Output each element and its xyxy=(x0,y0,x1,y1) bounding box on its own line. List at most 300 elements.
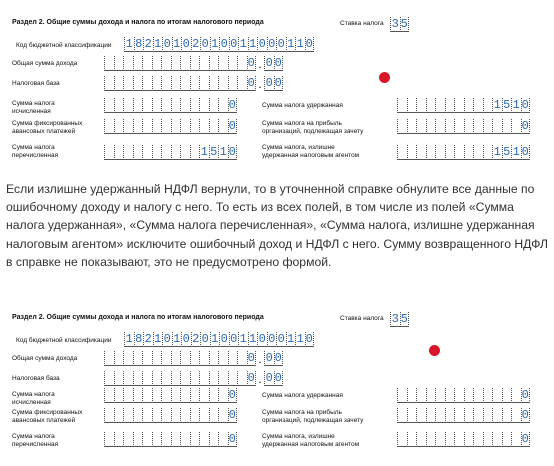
digit-cell xyxy=(133,351,143,366)
digit-cell xyxy=(218,432,228,447)
fixed-advance-cells xyxy=(104,408,237,423)
digit-cell xyxy=(171,371,181,386)
digit-cell xyxy=(218,351,228,366)
tax-calculated-cells xyxy=(104,388,237,403)
form-title: Раздел 2. Общие суммы дохода и налога по итогам налогового периода xyxy=(12,19,264,26)
digit-cell xyxy=(445,119,455,134)
digit-cell xyxy=(142,145,152,160)
digit-cell xyxy=(114,408,124,423)
digit-cell xyxy=(416,388,426,403)
digit-cell: 0 xyxy=(305,37,313,51)
digit-cell xyxy=(473,98,483,113)
tax-withheld-cells xyxy=(397,98,530,113)
digit-cell xyxy=(464,145,474,160)
digit-cell: 0 xyxy=(163,332,171,346)
digit-cell: 0 xyxy=(277,332,285,346)
digit-cell xyxy=(407,408,417,423)
digit-cell xyxy=(142,408,152,423)
digit-cell xyxy=(492,408,502,423)
digit-cell xyxy=(511,119,521,134)
digit-cell: 1 xyxy=(211,332,219,346)
digit-cell xyxy=(228,351,238,366)
digit-cell xyxy=(152,351,162,366)
rate-cells xyxy=(390,17,409,32)
tax-transferred-cells xyxy=(104,145,237,160)
digit-cell xyxy=(416,408,426,423)
excess-withheld-label: Сумма налога, излишне удержанная налоговым агентом xyxy=(262,144,360,159)
tax-withheld-label: Сумма налога удержанная xyxy=(262,102,343,109)
digit-cell: 1 xyxy=(296,332,304,346)
digit-cell: 1 xyxy=(512,145,520,159)
digit-cell: 1 xyxy=(173,37,181,51)
tax-base-label: Налоговая база xyxy=(12,80,60,87)
digit-cell xyxy=(180,145,190,160)
digit-cell: 0 xyxy=(230,37,238,51)
digit-cell xyxy=(445,388,455,403)
digit-cell xyxy=(454,388,464,403)
digit-cell xyxy=(426,119,436,134)
digit-cell: 1 xyxy=(173,332,181,346)
total-income-cells xyxy=(104,351,283,366)
digit-cell xyxy=(171,145,181,160)
digit-cell xyxy=(397,388,407,403)
digit-cell xyxy=(123,408,133,423)
digit-cell xyxy=(171,432,181,447)
digit-cell xyxy=(190,145,200,160)
digit-cell xyxy=(218,98,228,113)
digit-cell: 1 xyxy=(219,145,227,159)
digit-cell xyxy=(209,56,219,71)
digit-cell xyxy=(133,56,143,71)
total-income-label: Общая сумма дохода xyxy=(12,355,78,362)
digit-cell xyxy=(114,56,124,71)
digit-cell: 0 xyxy=(228,408,236,422)
digit-cell xyxy=(397,408,407,423)
digit-cell xyxy=(171,388,181,403)
digit-cell xyxy=(445,408,455,423)
digit-cell: 1 xyxy=(125,332,133,346)
digit-cell xyxy=(218,119,228,134)
digit-cell xyxy=(209,371,219,386)
digit-cell xyxy=(190,371,200,386)
digit-cell xyxy=(161,371,171,386)
total-income-cells xyxy=(104,56,283,71)
digit-cell xyxy=(161,145,171,160)
digit-cell: 1 xyxy=(154,332,162,346)
digit-cell xyxy=(123,119,133,134)
digit-cell: 1 xyxy=(154,37,162,51)
digit-cell xyxy=(171,119,181,134)
digit-cell xyxy=(152,145,162,160)
digit-cell: 0 xyxy=(274,56,282,70)
digit-cell xyxy=(104,371,114,386)
digit-cell xyxy=(199,76,209,91)
digit-cell: 8 xyxy=(135,37,143,51)
digit-cell xyxy=(416,119,426,134)
digit-cell xyxy=(190,408,200,423)
digit-cell: 0 xyxy=(521,408,529,422)
digit-cell: 5 xyxy=(400,312,408,326)
digit-cell: 0 xyxy=(521,119,529,133)
digit-cell: 1 xyxy=(287,37,295,51)
digit-cell xyxy=(161,56,171,71)
digit-cell: 2 xyxy=(144,332,152,346)
decimal-point: . xyxy=(258,352,262,366)
digit-cell xyxy=(114,432,124,447)
digit-cell xyxy=(218,408,228,423)
profit-tax-label: Сумма налога на прибыль организаций, подлежащая зачету xyxy=(262,409,364,424)
digit-cell xyxy=(228,371,238,386)
digit-cell xyxy=(180,388,190,403)
digit-cell xyxy=(407,119,417,134)
digit-cell xyxy=(435,408,445,423)
digit-cell: 1 xyxy=(239,37,247,51)
digit-cell xyxy=(454,98,464,113)
tax-withheld-cells xyxy=(397,388,530,403)
digit-cell xyxy=(237,56,247,71)
digit-cell xyxy=(142,98,152,113)
digit-cell xyxy=(152,371,162,386)
digit-cell xyxy=(190,432,200,447)
digit-cell xyxy=(133,98,143,113)
digit-cell: 0 xyxy=(182,37,190,51)
digit-cell xyxy=(237,371,247,386)
digit-cell xyxy=(104,98,114,113)
digit-cell xyxy=(445,432,455,447)
digit-cell xyxy=(133,408,143,423)
excess-withheld-cells xyxy=(397,145,530,160)
digit-cell xyxy=(152,56,162,71)
digit-cell xyxy=(426,408,436,423)
digit-cell: 0 xyxy=(228,119,236,133)
digit-cell xyxy=(407,145,417,160)
digit-cell xyxy=(209,98,219,113)
digit-cell: 0 xyxy=(521,388,529,402)
profit-tax-cells xyxy=(397,408,530,423)
digit-cell xyxy=(190,351,200,366)
digit-cell xyxy=(190,119,200,134)
digit-cell xyxy=(209,119,219,134)
digit-cell xyxy=(454,145,464,160)
digit-cell xyxy=(171,76,181,91)
digit-cell: 1 xyxy=(249,37,257,51)
digit-cell xyxy=(416,145,426,160)
digit-cell: 0 xyxy=(230,332,238,346)
digit-cell xyxy=(435,432,445,447)
tax-calculated-cells xyxy=(104,98,237,113)
digit-cell: 0 xyxy=(247,76,255,90)
digit-cell xyxy=(133,119,143,134)
digit-cell: 0 xyxy=(305,332,313,346)
digit-cell xyxy=(511,388,521,403)
digit-cell xyxy=(199,56,209,71)
digit-cell xyxy=(483,119,493,134)
decimal-point: . xyxy=(258,372,262,386)
digit-cell: 0 xyxy=(228,388,236,402)
rate-label: Ставка налога xyxy=(340,20,384,27)
digit-cell xyxy=(142,76,152,91)
red-marker-dot xyxy=(379,72,390,83)
digit-cell xyxy=(161,408,171,423)
digit-cell xyxy=(445,98,455,113)
profit-tax-label: Сумма налога на прибыль организаций, подлежащая зачету xyxy=(262,120,364,135)
digit-cell xyxy=(502,408,512,423)
rate-cells xyxy=(390,312,409,327)
digit-cell xyxy=(142,56,152,71)
digit-cell xyxy=(133,388,143,403)
digit-cell xyxy=(190,388,200,403)
digit-cell xyxy=(199,351,209,366)
digit-cell xyxy=(502,119,512,134)
digit-cell xyxy=(454,119,464,134)
digit-cell xyxy=(180,371,190,386)
digit-cell xyxy=(171,98,181,113)
digit-cell xyxy=(161,119,171,134)
rate-label: Ставка налога xyxy=(340,315,384,322)
tax-base-label: Налоговая база xyxy=(12,375,60,382)
digit-cell xyxy=(142,371,152,386)
digit-cell xyxy=(114,119,124,134)
decimal-point: . xyxy=(258,77,262,91)
digit-cell: 3 xyxy=(391,17,399,31)
digit-cell: 0 xyxy=(247,371,255,385)
digit-cell xyxy=(407,432,417,447)
digit-cell xyxy=(104,408,114,423)
digit-cell xyxy=(473,119,483,134)
digit-cell xyxy=(209,388,219,403)
digit-cell xyxy=(133,371,143,386)
digit-cell: 0 xyxy=(274,76,282,90)
digit-cell: 1 xyxy=(239,332,247,346)
digit-cell: 1 xyxy=(296,37,304,51)
digit-cell xyxy=(237,351,247,366)
digit-cell xyxy=(397,432,407,447)
digit-cell xyxy=(454,408,464,423)
digit-cell xyxy=(473,145,483,160)
digit-cell: 0 xyxy=(228,98,236,112)
digit-cell xyxy=(209,351,219,366)
digit-cell xyxy=(228,76,238,91)
digit-cell xyxy=(473,408,483,423)
digit-cell: 0 xyxy=(247,351,255,365)
kbk-label: Код бюджетной классификации xyxy=(16,42,112,49)
digit-cell xyxy=(473,388,483,403)
digit-cell xyxy=(114,98,124,113)
digit-cell: 0 xyxy=(228,145,236,159)
digit-cell: 0 xyxy=(258,332,266,346)
excess-withheld-label: Сумма налога, излишне удержанная налоговым агентом xyxy=(262,433,360,448)
digit-cell xyxy=(142,351,152,366)
digit-cell xyxy=(123,388,133,403)
digit-cell xyxy=(180,98,190,113)
digit-cell: 0 xyxy=(268,332,276,346)
digit-cell xyxy=(180,408,190,423)
digit-cell xyxy=(199,388,209,403)
digit-cell xyxy=(104,119,114,134)
tax-transferred-label: Сумма налога перечисленная xyxy=(12,144,59,159)
digit-cell: 8 xyxy=(135,332,143,346)
digit-cell: 0 xyxy=(274,371,282,385)
kbk-label: Код бюджетной классификации xyxy=(16,337,112,344)
digit-cell: 0 xyxy=(220,332,228,346)
digit-cell: 0 xyxy=(220,37,228,51)
digit-cell: 5 xyxy=(400,17,408,31)
digit-cell xyxy=(435,119,445,134)
digit-cell: 0 xyxy=(182,332,190,346)
digit-cell xyxy=(152,408,162,423)
digit-cell xyxy=(483,408,493,423)
digit-cell xyxy=(464,98,474,113)
digit-cell xyxy=(416,432,426,447)
kbk-cells xyxy=(124,332,314,347)
digit-cell: 0 xyxy=(163,37,171,51)
red-marker-dot xyxy=(429,345,440,356)
digit-cell: 1 xyxy=(287,332,295,346)
digit-cell xyxy=(114,371,124,386)
kbk-cells xyxy=(124,37,314,52)
digit-cell xyxy=(142,119,152,134)
digit-cell xyxy=(104,351,114,366)
digit-cell xyxy=(133,432,143,447)
digit-cell xyxy=(483,432,493,447)
digit-cell: 5 xyxy=(210,145,218,159)
ndfl-section-2-form-zeroed xyxy=(0,295,554,465)
digit-cell xyxy=(397,98,407,113)
digit-cell xyxy=(152,76,162,91)
digit-cell xyxy=(426,432,436,447)
digit-cell xyxy=(483,145,493,160)
digit-cell xyxy=(152,119,162,134)
digit-cell xyxy=(435,388,445,403)
digit-cell xyxy=(180,432,190,447)
digit-cell xyxy=(426,145,436,160)
digit-cell: 0 xyxy=(201,332,209,346)
digit-cell xyxy=(152,432,162,447)
digit-cell xyxy=(511,408,521,423)
digit-cell: 2 xyxy=(192,332,200,346)
digit-cell xyxy=(104,432,114,447)
tax-withheld-label: Сумма налога удержанная xyxy=(262,392,343,399)
digit-cell xyxy=(104,76,114,91)
digit-cell xyxy=(209,432,219,447)
digit-cell xyxy=(123,76,133,91)
tax-calculated-label: Сумма налога исчисленная xyxy=(12,391,55,406)
digit-cell: 0 xyxy=(265,76,273,90)
digit-cell xyxy=(464,432,474,447)
digit-cell: 1 xyxy=(512,98,520,112)
tax-base-cells xyxy=(104,371,283,386)
digit-cell xyxy=(123,98,133,113)
digit-cell xyxy=(473,432,483,447)
digit-cell xyxy=(123,432,133,447)
digit-cell: 0 xyxy=(521,432,529,446)
digit-cell xyxy=(218,371,228,386)
digit-cell: 2 xyxy=(144,37,152,51)
digit-cell xyxy=(161,388,171,403)
digit-cell xyxy=(502,432,512,447)
digit-cell xyxy=(152,98,162,113)
digit-cell: 0 xyxy=(274,351,282,365)
digit-cell xyxy=(464,408,474,423)
digit-cell xyxy=(492,388,502,403)
digit-cell xyxy=(161,432,171,447)
digit-cell xyxy=(171,408,181,423)
digit-cell xyxy=(416,98,426,113)
digit-cell xyxy=(199,98,209,113)
digit-cell: 1 xyxy=(493,98,501,112)
digit-cell: 5 xyxy=(503,145,511,159)
digit-cell xyxy=(237,76,247,91)
digit-cell xyxy=(123,145,133,160)
digit-cell xyxy=(104,388,114,403)
digit-cell xyxy=(114,76,124,91)
digit-cell: 3 xyxy=(391,312,399,326)
digit-cell: 1 xyxy=(211,37,219,51)
digit-cell: 1 xyxy=(200,145,208,159)
fixed-advance-label: Сумма фиксированных авансовых платежей xyxy=(12,409,83,424)
digit-cell: 0 xyxy=(268,37,276,51)
digit-cell xyxy=(218,76,228,91)
digit-cell xyxy=(161,98,171,113)
digit-cell xyxy=(199,119,209,134)
digit-cell xyxy=(464,388,474,403)
digit-cell xyxy=(464,119,474,134)
digit-cell xyxy=(152,388,162,403)
digit-cell: 0 xyxy=(247,56,255,70)
digit-cell xyxy=(426,388,436,403)
digit-cell xyxy=(397,145,407,160)
digit-cell xyxy=(142,432,152,447)
digit-cell xyxy=(426,98,436,113)
digit-cell xyxy=(228,56,238,71)
digit-cell xyxy=(180,76,190,91)
digit-cell xyxy=(123,56,133,71)
digit-cell: 2 xyxy=(192,37,200,51)
digit-cell xyxy=(114,388,124,403)
digit-cell xyxy=(190,76,200,91)
digit-cell: 0 xyxy=(265,351,273,365)
digit-cell xyxy=(483,388,493,403)
decimal-point: . xyxy=(258,57,262,71)
fixed-advance-cells xyxy=(104,119,237,134)
digit-cell xyxy=(407,388,417,403)
fixed-advance-label: Сумма фиксированных авансовых платежей xyxy=(12,120,83,135)
profit-tax-cells xyxy=(397,119,530,134)
total-income-label: Общая сумма дохода xyxy=(12,60,78,67)
digit-cell: 0 xyxy=(277,37,285,51)
tax-transferred-cells xyxy=(104,432,237,447)
digit-cell xyxy=(492,432,502,447)
digit-cell: 5 xyxy=(503,98,511,112)
ndfl-section-2-form-corrected xyxy=(0,0,554,170)
form-title: Раздел 2. Общие суммы дохода и налога по итогам налогового периода xyxy=(12,314,264,321)
tax-calculated-label: Сумма налога исчисленная xyxy=(12,100,55,115)
digit-cell xyxy=(454,432,464,447)
digit-cell xyxy=(190,56,200,71)
digit-cell xyxy=(199,408,209,423)
digit-cell xyxy=(492,119,502,134)
digit-cell xyxy=(161,76,171,91)
digit-cell: 0 xyxy=(265,56,273,70)
explanation-paragraph: Если излишне удержанный НДФЛ вернули, то в уточненной справке обнулите все данные по ошибочному доходу и налогу с него. То есть из всех полей, в том числе из полей «Сумма налога удержанная», «Сумма налога перечисленная», «Сумма налога, излишне удержанная налоговым агентом» исключите ошибочный доход и НДФЛ с него. Сумму возвращенного НДФЛ в справке не показывают, это не предусмотрено формой. xyxy=(6,182,549,269)
digit-cell xyxy=(180,351,190,366)
digit-cell xyxy=(502,388,512,403)
digit-cell xyxy=(161,351,171,366)
digit-cell xyxy=(218,56,228,71)
digit-cell xyxy=(180,119,190,134)
digit-cell xyxy=(171,351,181,366)
digit-cell: 0 xyxy=(258,37,266,51)
